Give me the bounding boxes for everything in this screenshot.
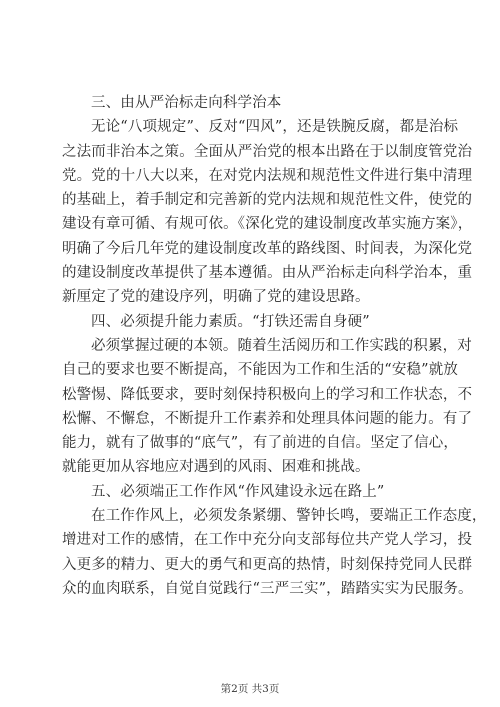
text-line: 四、必须提升能力素质。“打铁还需自身硬” xyxy=(91,313,370,330)
text-line: 建设有章可循、有规可依。《深化党的建设制度改革实施方案》， xyxy=(62,216,473,233)
text-line: 松懈、不懈怠，不断提升工作素养和处理具体问题的能力。有了 xyxy=(62,410,473,427)
text-line: 明确了今后几年党的建设制度改革的路线图、时间表，为深化党 xyxy=(62,240,473,257)
text-line: 增进对工作的感情，在工作中充分向支部每位共产党人学习，投 xyxy=(62,532,473,549)
text-line: 松警惕、降低要求，要时刻保持积极向上的学习和工作状态，不 xyxy=(62,386,473,403)
text-line: 三、由从严治标走向科学治本 xyxy=(91,95,282,111)
text-line: 自己的要求也要不断提高，不能因为工作和生活的“安稳”就放 xyxy=(62,362,459,379)
text-line: 能力，就有了做事的“底气”，有了前进的自信。坚定了信心， xyxy=(62,435,459,452)
page-footer: 第2页 共3页 xyxy=(220,683,280,695)
text-line: 在工作作风上，必须发条紧绷、警钟长鸣，要端正工作态度， xyxy=(91,508,487,525)
document-body xyxy=(62,91,487,601)
text-line: 的建设制度改革提供了基本遵循。由从严治标走向科学治本，重 xyxy=(62,265,473,282)
text-line: 就能更加从容地应对遇到的风雨、困难和挑战。 xyxy=(62,459,370,476)
text-line: 新厘定了党的建设序列，明确了党的建设思路。 xyxy=(62,289,370,306)
text-line: 党。党的十八大以来，在对党内法规和规范性文件进行集中清理 xyxy=(62,167,473,184)
text-line: 五、必须端正工作作风“作风建设永远在路上” xyxy=(91,483,385,500)
text-line: 的基础上，着手制定和完善新的党内法规和规范性文件，使党的 xyxy=(62,192,473,209)
text-line: 众的血肉联系，自觉自觉践行“三严三实”，踏踏实实为民服务。 xyxy=(62,580,473,597)
text-line: 必须掌握过硬的本领。随着生活阅历和工作实践的积累，对 xyxy=(91,337,472,354)
text-line: 之法而非治本之策。全面从严治党的根本出路在于以制度管党治 xyxy=(62,143,473,160)
text-line: 无论“八项规定”、反对“四风”，还是铁腕反腐，都是治标 xyxy=(91,119,459,136)
text-line: 入更多的精力、更大的勇气和更高的热情，时刻保持党同人民群 xyxy=(62,556,473,573)
